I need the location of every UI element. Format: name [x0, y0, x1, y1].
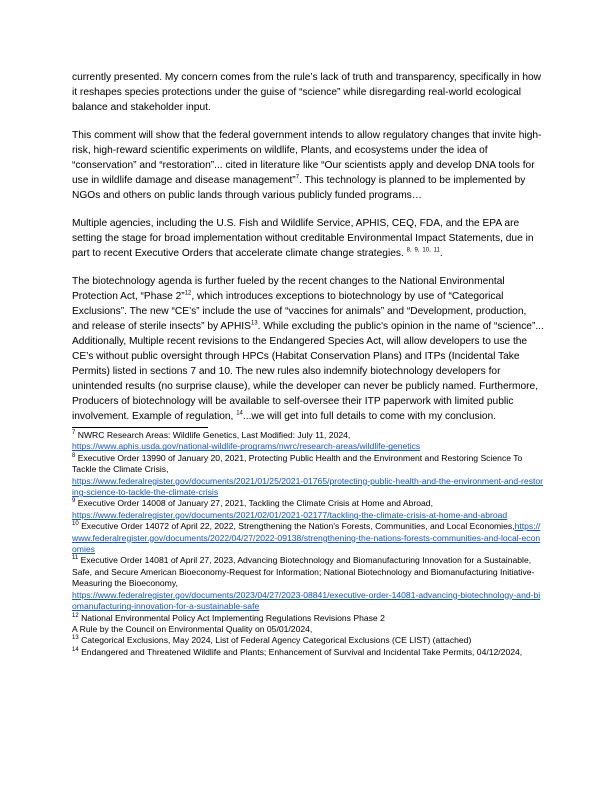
footnote-separator [72, 427, 208, 428]
footnote-number: 7 [72, 430, 76, 437]
footnote-ref-9[interactable]: 9 [414, 247, 418, 254]
footnote-text: Executive Order 13990 of January 20, 2021, Protecting Public Health and the Environment and Restoring Science To Tackle the Climate Crisis, [72, 452, 523, 475]
footnote-link[interactable]: https://www.federalregister.gov/documents/2023/04/27/2023-08841/executive-order-14081-advancing-biotechnology-and-biomanufacturing-innovation-for-a-sustainable-safe [72, 589, 541, 612]
footnote-ref-8[interactable]: 8 [406, 247, 410, 254]
footnote-9 [72, 498, 544, 521]
footnote-link[interactable]: https://www.federalregister.gov/documents/2022/04/27/2022-09138/strengthening-the-nations-forests-communities-and-local-economies [72, 521, 541, 555]
footnote-text: Executive Order 14081 of April 27, 2023, Advancing Biotechnology and Biomanufacturing Innovation for a Sustainable, Safe, and Secure American Bioeconomy-Request for Information; National Biotechnology and Biomanufacturing Initiative-Measuring the Bioeconomy, [72, 555, 535, 589]
footnote-ref-11[interactable]: 11 [433, 247, 440, 254]
paragraph-3-text: Multiple agencies, including the U.S. Fish and Wildlife Service, APHIS, CEQ, FDA, and the EPA are setting the stage for broad implementation without creditable Environmental Impact Statements, due in part to recent Executive Orders that accelerate climate change strategies. [72, 218, 534, 259]
footnote-link[interactable]: https://www.aphis.usda.gov/national-wildlife-programs/nwrc/research-areas/wildlife-genetics [72, 441, 421, 452]
paragraph-2-text-a: This comment will show that the federal government intends to allow regulatory changes that invite high-risk, high-reward scientific experiments on wildlife, Plants, and ecosystems under the idea of “conservation” and “restoration”... cited in literature like “Our scientists apply and develop DNA tools for use in wildlife damage and disease management” [72, 130, 542, 186]
footnote-12 [72, 613, 544, 636]
footnote-ref-12[interactable]: 12 [184, 290, 192, 297]
footnote-number: 11 [72, 555, 79, 562]
footnote-number: 14 [72, 646, 79, 653]
footnote-8 [72, 453, 544, 499]
paragraph-4-text-b: , which introduces exceptions to biotechnology by use of “Categorical Exclusions”. The new “CE’s” include the use of “vaccines for animals” and “Development, production, and release of sterile insects” by APHIS [72, 291, 527, 332]
paragraph-2 [72, 128, 544, 203]
footnote-link[interactable]: https://www.federalregister.gov/documents/2021/02/01/2021-02177/tackling-the-climate-crisis-at-home-and-abroad [72, 509, 508, 520]
paragraph-4-text-c: . While excluding the public's opinion in the name of “science”... Additionally, Multiple recent revisions to the Endangered Species Act, will allow developers to use the CE’s without public oversight through HPCs (Habitat Conservation Plans) and ITPs (Incidental Take Permits) listed in sections 7 and 10. The new rules also indemnify biotechnology developers for unintended results (no surprise clause), while the developer can never be publicly named. Furthermore, Producers of biotechnology will be available to self-oversee their ITP paperwork with limited public involvement. Example of regulation, [72, 321, 544, 422]
footnote-text: Categorical Exclusions, May 2024, List of Federal Agency Categorical Exclusions (CE LIST) (attached) [78, 635, 472, 646]
paragraph-1: currently presented. My concern comes from the rule’s lack of truth and transparency, specifically in how it reshapes species protections under the guise of “science” while disregarding real-world ecological balance and stakeholder input. [72, 72, 542, 113]
footnote-number: 13 [72, 635, 79, 642]
footnote-text: Endangered and Threatened Wildlife and Plants; Enhancement of Survival and Incidental Take Permits, 04/12/2024, [78, 646, 523, 657]
footnote-11 [72, 555, 544, 612]
footnote-13 [72, 635, 544, 646]
paragraph-4-text-d: ...we will get into full details to come with my conclusion. [242, 411, 497, 422]
footnotes [72, 430, 544, 658]
footnote-number: 9 [72, 498, 76, 505]
footnote-ref-14[interactable]: 14 [236, 410, 243, 417]
footnote-10 [72, 521, 544, 555]
footnote-ref-7[interactable]: 7 [295, 174, 300, 181]
paragraph-4-text-a: The biotechnology agenda is further fueled by the recent changes to the National Environmental Protection Act, “Phase 2” [72, 276, 505, 302]
footnote-ref-10[interactable]: 10 [422, 247, 430, 254]
footnote-14 [72, 647, 544, 658]
document-page [72, 70, 544, 658]
paragraph-4 [72, 274, 544, 424]
paragraph-3: Multiple agencies, including the U.S. Fish and Wildlife Service, APHIS, CEQ, FDA, and the EPA are setting the stage for broad implementation without creditable Environmental Impact Statements, due in part to recent Executive Orders that accelerate climate change strategies. $^{8,}$ $^{9,}$ $^{10,}$ $^{11}$. [72, 218, 534, 259]
footnote-text: NWRC Research Areas: Wildlife Genetics, Last Modified: July 11, 2024, [75, 430, 351, 440]
footnote-ref-13[interactable]: 13 [250, 320, 258, 327]
footnote-text: Executive Order 14072 of April 22, 2022, Strengthening the Nation's Forests, Communities, and Local Economies, [78, 521, 515, 532]
footnote-number: 10 [72, 521, 79, 528]
footnote-text: Executive Order 14008 of January 27, 2021, Tackling the Climate Crisis at Home and Abroad, [75, 498, 433, 509]
paragraph-2-text-b: . This technology is planned to be implemented by NGOs and others on public lands through various publicly funded programs… [72, 175, 526, 201]
footnote-text-line-2: A Rule by the Council on Environmental Quality on 05/01/2024, [72, 623, 313, 634]
footnote-7 [72, 430, 544, 453]
footnote-number: 12 [72, 612, 79, 619]
footnote-number: 8 [72, 452, 76, 459]
footnote-link[interactable]: https://www.federalregister.gov/documents/2021/01/25/2021-01765/protecting-public-health-and-the-environment-and-restoring-science-to-tackle-the-climate-crisis [72, 475, 544, 498]
footnote-text: National Environmental Policy Act Implementing Regulations Revisions Phase 2 [78, 612, 385, 623]
